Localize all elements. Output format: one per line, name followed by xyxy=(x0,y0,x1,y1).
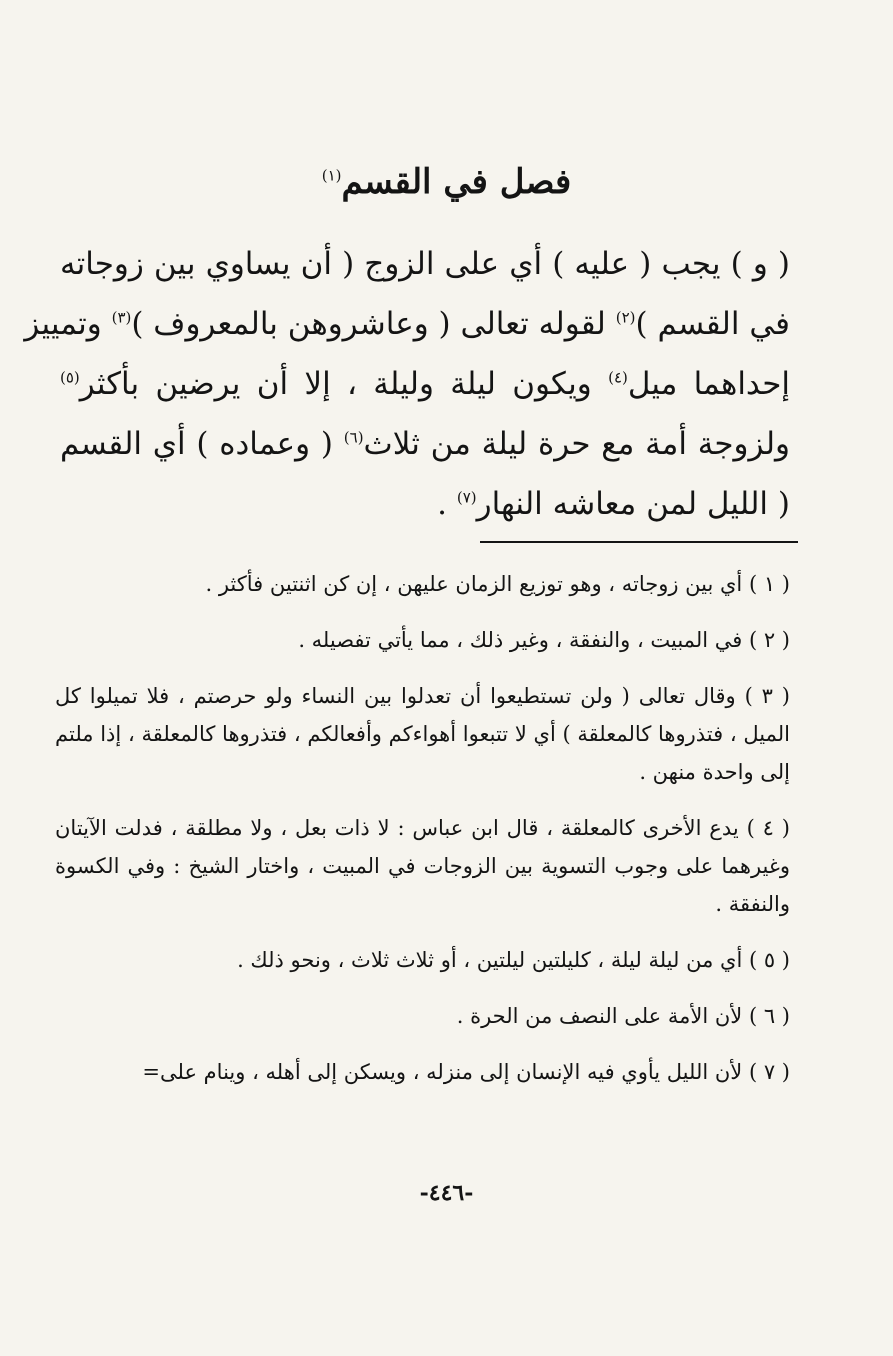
section-title-text: فصل في القسم xyxy=(341,162,572,202)
footnote-number: ( ٧ ) xyxy=(748,1060,790,1084)
main-text-line-5 xyxy=(60,474,790,534)
footnote-1 xyxy=(55,565,790,603)
main-text-line-5-part-b: . xyxy=(437,486,447,522)
section-title-footnote-ref: (١) xyxy=(321,166,342,185)
footnote-number: ( ٥ ) xyxy=(748,948,790,972)
main-text-line-2-part-b: لقوله تعالى ( وعاشروهن بالمعروف ) xyxy=(131,306,606,342)
page-number: -٤٤٦- xyxy=(419,1180,474,1206)
main-text-line-4-part-a: ولزوجة أمة مع حرة ليلة من ثلاث xyxy=(363,426,791,462)
footnote-text: أي من ليلة ليلة ، كليلتين ليلتين ، أو ثلاث ثلاث ، ونحو ذلك . xyxy=(237,948,743,972)
footnote-text: لأن الأمة على النصف من الحرة . xyxy=(456,1004,743,1028)
footnote-6 xyxy=(55,997,790,1035)
main-text-line-1 xyxy=(60,234,790,294)
footnote-text: لأن الليل يأوي فيه الإنسان إلى منزله ، ويسكن إلى أهله ، وينام على= xyxy=(142,1060,743,1084)
footnote-3 xyxy=(55,677,790,791)
main-text-line-2-part-c: وتمييز xyxy=(24,306,102,342)
footnote-ref-2: (٢) xyxy=(615,308,636,327)
footnote-text: وقال تعالى ( ولن تستطيعوا أن تعدلوا بين النساء ولو حرصتم ، فلا تميلوا كل الميل ، فتذروها كالمعلقة ) أي لا تتبعوا أهواءكم وأفعالكم ، فتذروها كالمعلقة ، إذا ملتم إلى واحدة منهن . xyxy=(55,684,790,784)
footnote-ref-6: (٦) xyxy=(343,428,364,447)
footnotes xyxy=(55,565,790,1109)
main-text-line-5-part-a: ( الليل لمن معاشه النهار xyxy=(476,486,790,522)
footnote-number: ( ٤ ) xyxy=(746,816,790,840)
footnote-text: أي بين زوجاته ، وهو توزيع الزمان عليهن ، إن كن اثنتين فأكثر . xyxy=(205,572,743,596)
footnote-ref-7: (٧) xyxy=(456,488,477,507)
main-text-line-4 xyxy=(60,414,790,474)
footnote-text: يدع الأخرى كالمعلقة ، قال ابن عباس : لا ذات بعل ، ولا مطلقة ، فدلت الآيتان وغيرهما على وجوب التسوية بين الزوجات في المبيت ، واختار الشيخ : وفي الكسوة والنفقة . xyxy=(55,816,790,916)
footnote-number: ( ٦ ) xyxy=(748,1004,790,1028)
main-text-line-3-part-a: إحداهما ميل xyxy=(627,366,790,402)
footnote-text: في المبيت ، والنفقة ، وغير ذلك ، مما يأتي تفصيله . xyxy=(298,628,743,652)
footnote-ref-3: (٣) xyxy=(111,308,132,327)
footnote-number: ( ٢ ) xyxy=(748,628,790,652)
main-text-line-2-part-a: في القسم ) xyxy=(635,306,790,342)
main-text-line-3-part-b: ويكون ليلة وليلة ، إلا أن يرضين بأكثر xyxy=(79,366,592,402)
footnote-7 xyxy=(55,1053,790,1091)
section-title xyxy=(0,158,893,206)
footnote-number: ( ٣ ) xyxy=(744,684,791,708)
footnote-ref-4: (٤) xyxy=(608,368,628,387)
footnote-separator xyxy=(480,541,798,543)
main-text-line-4-part-b: ( وعماده ) أي القسم xyxy=(60,426,333,462)
main-text-line-3 xyxy=(60,354,790,414)
main-text-line-2 xyxy=(24,294,790,354)
main-text xyxy=(24,234,791,534)
footnote-number: ( ١ ) xyxy=(748,572,790,596)
footnote-2 xyxy=(55,621,790,659)
footnote-4 xyxy=(55,809,790,923)
footnote-5 xyxy=(55,941,790,979)
main-text-line-1-text: ( و ) يجب ( عليه ) أي على الزوج ( أن يساوي بين زوجاته xyxy=(60,246,790,282)
footnote-ref-5: (٥) xyxy=(60,368,80,387)
